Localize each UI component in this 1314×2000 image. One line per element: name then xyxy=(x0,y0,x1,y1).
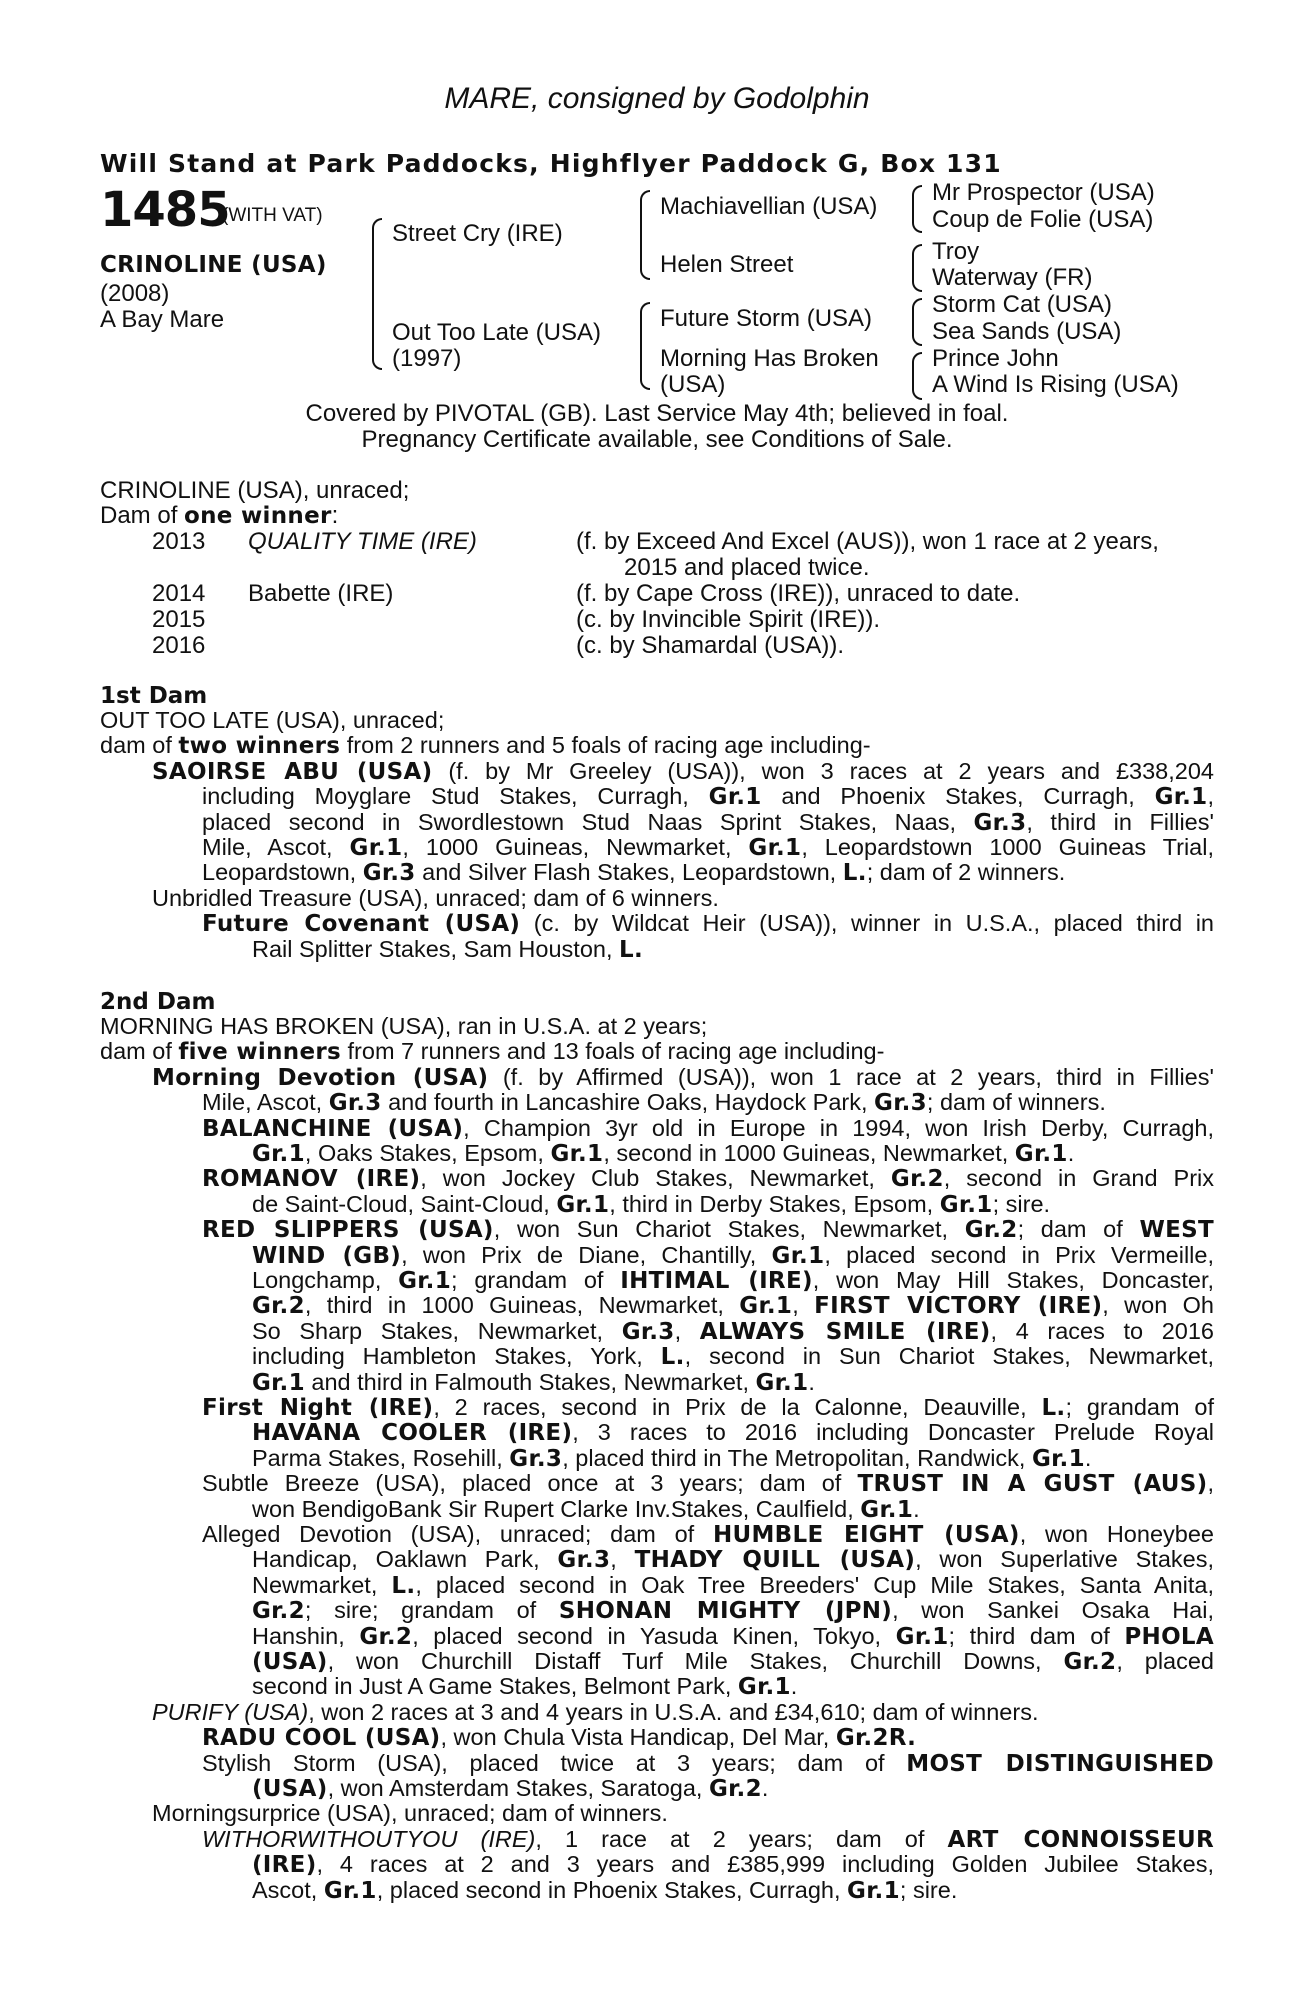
pedigree-note-line xyxy=(252,1674,1214,1700)
bold-text: five winners xyxy=(178,1039,341,1066)
pedigree-note-line xyxy=(252,1344,1214,1370)
text-segment: . xyxy=(913,1495,920,1522)
produce-detail: (c. by Shamardal (USA)). xyxy=(576,632,845,659)
pedigree-note-line xyxy=(252,1598,1214,1624)
bold-text: L. xyxy=(1041,1395,1066,1421)
bold-text: BALANCHINE (USA) xyxy=(202,1115,464,1142)
pedigree-note-line xyxy=(202,1471,1214,1497)
horse-description: A Bay Mare xyxy=(100,306,225,333)
bold-text: Gr.3 xyxy=(362,860,416,887)
pedigree-note-line xyxy=(252,1243,1214,1269)
pedigree-dam-dam: Morning Has Broken xyxy=(660,345,879,372)
text-segment: , won Honeybee xyxy=(1019,1521,1214,1547)
text-segment: Hanshin, xyxy=(252,1622,360,1649)
pedigree-note-line xyxy=(100,1039,1214,1065)
pedigree-brace xyxy=(372,218,382,370)
text-segment: Parma Stakes, Rosehill, xyxy=(252,1444,510,1471)
produce-name: Babette (IRE) xyxy=(248,580,394,607)
bold-text: Gr.1 xyxy=(1154,784,1208,811)
pedigree-g2: Coup de Folie (USA) xyxy=(932,206,1154,233)
bold-text: L. xyxy=(842,860,867,887)
text-segment: . xyxy=(761,1775,769,1801)
text-segment: Newmarket, xyxy=(252,1571,392,1598)
produce-year: 2013 xyxy=(152,528,206,555)
pedigree-note-line xyxy=(252,1497,1214,1523)
text-segment: ; sire; grandam of xyxy=(304,1597,559,1624)
text-segment: and third in Falmouth Stakes, Newmarket, xyxy=(304,1368,756,1395)
bold-text: Gr.2 xyxy=(252,1293,305,1320)
pedigree-note-line xyxy=(202,810,1214,836)
bold-text: Gr.1 xyxy=(895,1623,949,1650)
pedigree-brace xyxy=(640,302,650,390)
bold-text: Gr.2 xyxy=(890,1166,944,1193)
produce-detail: (f. by Exceed And Excel (AUS)), won 1 race at 2 years, xyxy=(576,528,1159,555)
pedigree-note-line xyxy=(252,1420,1214,1446)
text-segment: Mile, Ascot, xyxy=(202,834,350,860)
bold-text: Gr.2 xyxy=(252,1598,305,1625)
text-segment: OUT TOO LATE (USA), unraced; xyxy=(100,707,445,733)
bold-text: Gr.3 xyxy=(973,809,1027,836)
bold-text: THADY QUILL (USA) xyxy=(634,1547,916,1574)
text-segment: , xyxy=(1207,783,1214,810)
pedigree-note-line xyxy=(252,1268,1214,1294)
text-segment: and Phoenix Stakes, Curragh, xyxy=(761,783,1155,810)
text-segment: , 4 races to 2016 xyxy=(990,1317,1214,1344)
pedigree-note-line xyxy=(252,1624,1214,1650)
text-segment: , 2 races, second in Prix de la Calonne, Deauville, xyxy=(433,1394,1042,1420)
text-segment: ; dam of 2 winners. xyxy=(866,859,1066,886)
bold-text: Gr.1 xyxy=(556,1191,610,1218)
pedigree-g7: Prince John xyxy=(932,345,1059,372)
bold-text: L. xyxy=(619,936,644,963)
pedigree-note-line xyxy=(202,1116,1214,1142)
text-segment: , 3 races to 2016 including Doncaster Prelude Royal xyxy=(572,1419,1214,1446)
text-segment: , second in Sun Chariot Stakes, Newmarket, xyxy=(684,1343,1214,1370)
pedigree-note-line xyxy=(202,860,1214,886)
text-segment: ; sire. xyxy=(899,1876,958,1903)
pedigree-note-line xyxy=(252,1852,1214,1878)
pregnancy-note: Pregnancy Certificate available, see Conditions of Sale. xyxy=(361,426,953,453)
pedigree-sire: Street Cry (IRE) xyxy=(392,220,563,247)
pedigree-note-line xyxy=(252,1547,1214,1573)
text-segment: . xyxy=(1084,1444,1092,1471)
text-segment: , second in Grand Prix xyxy=(943,1165,1215,1192)
stand-location: Will Stand at Park Paddocks, Highflyer Paddock G, Box 131 xyxy=(100,149,1002,178)
pedigree-note-line xyxy=(252,1370,1214,1396)
bold-text: IHTIMAL (IRE) xyxy=(620,1268,813,1294)
pedigree-note-line xyxy=(152,1801,1214,1826)
bold-text: (USA) xyxy=(252,1649,328,1675)
text-segment: , placed second in Phoenix Stakes, Curragh, xyxy=(376,1876,848,1903)
text-segment: won BendigoBank Sir Rupert Clarke Inv.Stakes, Caulfield, xyxy=(252,1495,861,1522)
bold-text: Gr.1 xyxy=(860,1496,914,1523)
pedigree-note-line xyxy=(152,1700,1214,1725)
text-segment: Morningsurprice (USA), unraced; dam of winners. xyxy=(152,1800,668,1827)
text-segment: , won May Hill Stakes, Doncaster, xyxy=(812,1267,1215,1293)
text-segment: , won Superlative Stakes, xyxy=(915,1546,1215,1573)
pedigree-g5: Storm Cat (USA) xyxy=(932,291,1113,318)
text-segment: ; sire. xyxy=(992,1190,1051,1217)
pedigree-note-line xyxy=(252,1878,1214,1904)
bold-text: RADU COOL (USA) xyxy=(202,1725,441,1752)
text-segment: from 7 runners and 13 foals of racing age including- xyxy=(340,1038,885,1065)
pedigree-note-line xyxy=(252,1141,1214,1167)
text-segment: , Oaks Stakes, Epsom, xyxy=(304,1140,551,1166)
pedigree-g4: Waterway (FR) xyxy=(932,264,1093,291)
text-segment: de Saint-Cloud, Saint-Cloud, xyxy=(252,1190,557,1217)
second-dam-heading: 2nd Dam xyxy=(100,989,216,1015)
text-segment: , won Sankei Osaka Hai, xyxy=(892,1597,1214,1624)
pedigree-g8: A Wind Is Rising (USA) xyxy=(932,371,1179,398)
text-segment: dam of xyxy=(100,1038,179,1065)
produce-intro: CRINOLINE (USA), unraced; xyxy=(100,477,410,504)
bold-text: Gr.1 xyxy=(755,1369,809,1396)
text-segment: , placed third in The Metropolitan, Randwick, xyxy=(562,1444,1032,1471)
pedigree-note-line xyxy=(100,708,1214,733)
text-segment: Handicap, Oaklawn Park, xyxy=(252,1546,558,1573)
pedigree-brace xyxy=(640,190,650,280)
text-segment: , placed second in Yasuda Kinen, Tokyo, xyxy=(412,1622,896,1649)
pedigree-sire-dam: Helen Street xyxy=(660,251,794,278)
bold-text: WEST xyxy=(1139,1217,1214,1244)
text-segment: . xyxy=(1067,1140,1075,1166)
bold-text: HUMBLE EIGHT (USA) xyxy=(712,1522,1020,1548)
text-segment: Alleged Devotion (USA), unraced; dam of xyxy=(202,1521,713,1547)
text-segment: , won Churchill Distaff Turf Mile Stakes, Churchill Downs, xyxy=(327,1648,1064,1674)
text-segment: , won Chula Vista Handicap, Del Mar, xyxy=(440,1724,836,1751)
bold-text: MOST DISTINGUISHED xyxy=(906,1750,1214,1777)
pedigree-dam: Out Too Late (USA) xyxy=(392,319,601,346)
bold-text: Gr.1 xyxy=(550,1141,604,1167)
text-segment: , Champion 3yr old in Europe in 1994, won Irish Derby, Curragh, xyxy=(463,1114,1214,1141)
text-segment: (f. by Affirmed (USA)), won 1 race at 2 years, third in Fillies' xyxy=(488,1063,1214,1090)
produce-name: QUALITY TIME (IRE) xyxy=(248,528,477,555)
pedigree-note-line xyxy=(152,886,1214,911)
text-segment: , xyxy=(610,1546,635,1573)
pedigree-dam-sire: Future Storm (USA) xyxy=(660,305,873,332)
text-segment: second in Just A Game Stakes, Belmont Park, xyxy=(252,1673,738,1700)
text-segment: and fourth in Lancashire Oaks, Haydock Park, xyxy=(381,1089,875,1116)
text-segment: (c. by Wildcat Heir (USA)), winner in U.S.A., placed third in xyxy=(520,910,1214,937)
text-segment: , 1000 Guineas, Newmarket, xyxy=(402,834,749,860)
italic-text: PURIFY (USA) xyxy=(152,1698,309,1725)
bold-text: SHONAN MIGHTY (JPN) xyxy=(558,1598,893,1625)
text-segment: , xyxy=(1207,1470,1214,1497)
pedigree-note-line xyxy=(202,1217,1214,1243)
text-segment: ; grandam of xyxy=(451,1267,621,1293)
pedigree-brace xyxy=(912,298,922,346)
bold-text: L. xyxy=(391,1572,416,1599)
bold-text: (IRE) xyxy=(252,1852,317,1879)
text-segment: ; dam of winners. xyxy=(926,1089,1106,1116)
text-segment: Unbridled Treasure (USA), unraced; dam of 6 winners. xyxy=(152,884,719,911)
text-segment: ; dam of xyxy=(1017,1216,1140,1243)
pedigree-brace xyxy=(912,352,922,400)
bold-text: First Night (IRE) xyxy=(202,1395,434,1421)
bold-text: PHOLA xyxy=(1124,1623,1214,1650)
produce-dam-of: Dam of one winner: xyxy=(100,502,339,529)
text-segment: from 2 runners and 5 foals of racing age including- xyxy=(340,732,871,759)
text-segment: . xyxy=(790,1673,798,1700)
bold-text: Gr.2 xyxy=(708,1776,762,1802)
pedigree-note-line xyxy=(252,1776,1214,1802)
pedigree-note-line xyxy=(202,1751,1214,1777)
bold-text: Gr.1 xyxy=(1032,1445,1085,1472)
text-segment: including Moyglare Stud Stakes, Curragh, xyxy=(202,783,709,810)
pedigree-g1: Mr Prospector (USA) xyxy=(932,179,1155,206)
text-segment: dam of xyxy=(100,732,179,759)
text-segment: . xyxy=(808,1368,815,1395)
pedigree-note-line xyxy=(252,1192,1214,1218)
produce-year: 2014 xyxy=(152,580,206,607)
bold-text: Gr.1 xyxy=(349,835,403,861)
bold-text: Gr.2R. xyxy=(835,1725,917,1752)
bold-text: Gr.3 xyxy=(621,1318,675,1345)
text-segment: Subtle Breeze (USA), placed once at 3 years; dam of xyxy=(202,1470,858,1497)
pedigree-brace xyxy=(912,185,922,233)
text-segment: , 1 race at 2 years; dam of xyxy=(535,1825,948,1852)
pedigree-note-line xyxy=(202,1827,1214,1853)
produce-detail: (c. by Invincible Spirit (IRE)). xyxy=(576,606,881,633)
bold-text: Gr.1 xyxy=(708,784,762,811)
bold-text: Gr.2 xyxy=(1063,1649,1117,1675)
bold-text: Gr.1 xyxy=(771,1242,825,1269)
text-segment: , Leopardstown 1000 Guineas Trial, xyxy=(801,834,1214,860)
bold-text: TRUST IN A GUST (AUS) xyxy=(857,1471,1208,1498)
bold-text: Morning Devotion (USA) xyxy=(152,1064,489,1091)
text-segment: , won 2 races at 3 and 4 years in U.S.A. and £34,610; dam of winners. xyxy=(308,1698,1039,1725)
pedigree-note-line xyxy=(252,1293,1214,1319)
pedigree-dam-dam-country: (USA) xyxy=(660,371,726,398)
covering-note: Covered by PIVOTAL (GB). Last Service May 4th; believed in foal. xyxy=(305,400,1009,427)
lot-number: 1485 xyxy=(100,182,230,238)
pedigree-note-line xyxy=(252,1319,1214,1345)
bold-text: WIND (GB) xyxy=(252,1242,402,1269)
text-segment: (f. by Mr Greeley (USA)), won 3 races at 2 years and £338,204 xyxy=(432,757,1214,784)
pedigree-note-line xyxy=(202,1090,1214,1116)
italic-text: WITHORWITHOUTYOU (IRE) xyxy=(202,1825,536,1852)
text-segment: , 4 races at 2 and 3 years and £385,999 including Golden Jubilee Stakes, xyxy=(316,1851,1214,1878)
horse-name: CRINOLINE (USA) xyxy=(100,252,327,278)
bold-text: Gr.1 xyxy=(739,1293,793,1320)
pedigree-g6: Sea Sands (USA) xyxy=(932,318,1122,345)
pedigree-brace xyxy=(912,244,922,292)
bold-text: Gr.2 xyxy=(359,1623,413,1650)
text-segment: , won Oh xyxy=(1102,1292,1214,1319)
bold-text: Gr.1 xyxy=(748,835,802,861)
bold-text: Future Covenant (USA) xyxy=(202,911,521,938)
produce-detail: (f. by Cape Cross (IRE)), unraced to date. xyxy=(576,580,1021,607)
text-segment: ; grandam of xyxy=(1065,1394,1214,1420)
text-segment: , won Prix de Diane, Chantilly, xyxy=(401,1241,772,1268)
pedigree-note-line xyxy=(202,1395,1214,1421)
pedigree-note-line xyxy=(100,1014,1214,1039)
text-segment: , third in 1000 Guineas, Newmarket, xyxy=(304,1292,740,1319)
text-segment: , placed second in Oak Tree Breeders' Cup Mile Stakes, Santa Anita, xyxy=(415,1571,1215,1598)
bold-text: Gr.1 xyxy=(939,1191,993,1218)
pedigree-note-line xyxy=(100,733,1214,759)
pedigree-note-line xyxy=(202,835,1214,861)
text-segment: , third in Fillies' xyxy=(1026,808,1214,835)
bold-text: two winners xyxy=(178,733,341,760)
text-segment: , placed second in Prix Vermeille, xyxy=(824,1241,1214,1268)
text-segment: , xyxy=(674,1317,700,1344)
bold-text: Gr.1 xyxy=(847,1877,900,1904)
bold-text: Gr.1 xyxy=(1014,1141,1068,1167)
text-segment: ; third dam of xyxy=(948,1622,1125,1649)
bold-text: Gr.1 xyxy=(398,1268,452,1294)
bold-text: ROMANOV (IRE) xyxy=(202,1166,421,1193)
page-title: MARE, consigned by Godolphin xyxy=(444,82,870,115)
bold-text: RED SLIPPERS (USA) xyxy=(202,1217,494,1244)
pedigree-note-line xyxy=(202,1725,1214,1751)
text-segment: , second in 1000 Guineas, Newmarket, xyxy=(603,1140,1015,1166)
text-segment: and Silver Flash Stakes, Leopardstown, xyxy=(415,859,843,886)
text-segment: , won Jockey Club Stakes, Newmarket, xyxy=(420,1165,891,1192)
bold-text: Gr.2 xyxy=(964,1217,1018,1244)
pedigree-note-line xyxy=(252,937,1214,963)
text-segment: Rail Splitter Stakes, Sam Houston, xyxy=(252,935,620,962)
text-segment: Leopardstown, xyxy=(202,859,363,886)
produce-year: 2016 xyxy=(152,632,206,659)
bold-text: Gr.3 xyxy=(557,1547,611,1574)
pedigree-note-line xyxy=(202,1166,1214,1192)
bold-text: FIRST VICTORY (IRE) xyxy=(814,1293,1103,1320)
bold-text: SAOIRSE ABU (USA) xyxy=(152,758,433,785)
text-segment: Longchamp, xyxy=(252,1267,399,1293)
bold-text: Gr.3 xyxy=(328,1090,382,1117)
text-segment: Mile, Ascot, xyxy=(202,1089,329,1116)
pedigree-note-line xyxy=(202,911,1214,937)
bold-text: Gr.3 xyxy=(874,1090,927,1117)
produce-year: 2015 xyxy=(152,606,206,633)
bold-text: Gr.3 xyxy=(509,1445,563,1472)
pedigree-dam-year: (1997) xyxy=(392,345,462,372)
bold-text: Gr.1 xyxy=(323,1877,377,1904)
bold-text: HAVANA COOLER (IRE) xyxy=(252,1420,573,1447)
bold-text: L. xyxy=(660,1344,685,1371)
bold-text: ALWAYS SMILE (IRE) xyxy=(699,1318,991,1345)
text-segment: including Hambleton Stakes, York, xyxy=(252,1343,661,1370)
pedigree-note-line xyxy=(252,1573,1214,1599)
text-segment: So Sharp Stakes, Newmarket, xyxy=(252,1317,622,1344)
first-dam-heading: 1st Dam xyxy=(100,683,208,709)
pedigree-note-line xyxy=(152,759,1214,785)
pedigree-note-line xyxy=(202,1522,1214,1548)
text-segment: , won Sun Chariot Stakes, Newmarket, xyxy=(493,1216,965,1243)
bold-text: Gr.1 xyxy=(737,1674,791,1701)
produce-detail: 2015 and placed twice. xyxy=(624,554,870,581)
pedigree-g3: Troy xyxy=(932,238,980,265)
text-segment: placed second in Swordlestown Stud Naas Sprint Stakes, Naas, xyxy=(202,808,974,835)
text-segment: , placed xyxy=(1116,1648,1215,1674)
bold-text: ART CONNOISSEUR xyxy=(947,1826,1214,1853)
text-segment: Ascot, xyxy=(252,1876,324,1903)
horse-year: (2008) xyxy=(100,280,170,307)
text-segment: , third in Derby Stakes, Epsom, xyxy=(609,1190,940,1217)
text-segment: , won Amsterdam Stakes, Saratoga, xyxy=(327,1775,709,1801)
text-segment: Stylish Storm (USA), placed twice at 3 years; dam of xyxy=(202,1749,907,1776)
bold-text: Gr.1 xyxy=(252,1141,305,1167)
pedigree-note-line xyxy=(252,1649,1214,1675)
bold-text: (USA) xyxy=(252,1776,328,1802)
pedigree-note-line xyxy=(152,1065,1214,1091)
vat-note: (WITH VAT) xyxy=(222,205,323,226)
bold-text: Gr.1 xyxy=(252,1369,305,1396)
text-segment: MORNING HAS BROKEN (USA), ran in U.S.A. at 2 years; xyxy=(100,1013,708,1039)
pedigree-note-line xyxy=(202,784,1214,810)
pedigree-note-line xyxy=(252,1446,1214,1472)
pedigree-sire-sire: Machiavellian (USA) xyxy=(660,193,878,220)
text-segment: , xyxy=(792,1292,815,1319)
